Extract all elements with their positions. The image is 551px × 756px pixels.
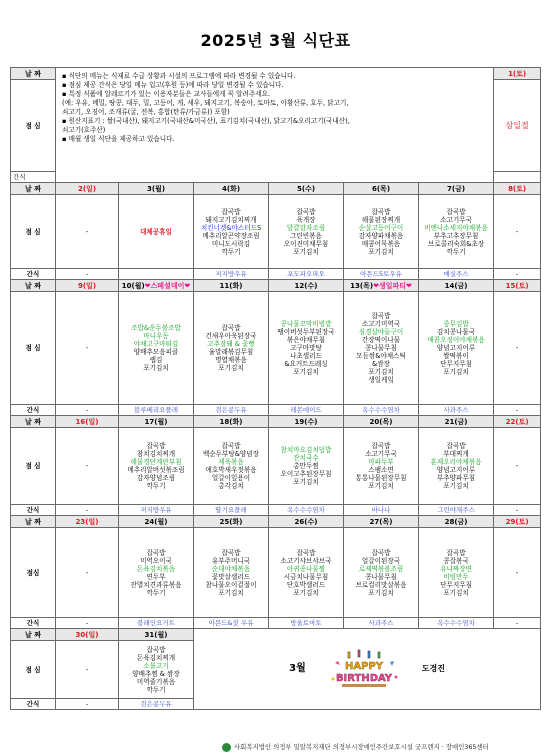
organization-logo-icon (222, 743, 231, 752)
snack-cell: 딸기요플레 (194, 505, 269, 516)
meal-item: 포기김치 (368, 588, 394, 597)
snack-label: 간식 (11, 172, 56, 183)
meal-item: 깍두기 (146, 482, 166, 490)
meal-item: 돈육김치볶음 (136, 564, 176, 573)
meal-item: 콩잡볶국 (443, 556, 469, 565)
meal-cell (344, 292, 419, 405)
notice-line: 쇠고기, 오징어, 조개류(굴, 전복, 홍합(탄류/가금류)) 포함) (62, 108, 230, 116)
meal-item: 비엔나소세지야채볶음 (424, 223, 488, 232)
meal-item: 소고기샤브샤브국 (280, 556, 332, 565)
meal-item: 간장떡이나물 (361, 336, 401, 344)
meal-item: 랩김 (149, 356, 163, 364)
date-cell: 3(월) (119, 183, 194, 195)
meal-cell: - (56, 641, 119, 699)
meal-item: 시금치나물무침 (283, 572, 329, 581)
date-cell: 19(수) (269, 416, 344, 428)
meal-item: 잡곡밥 (146, 548, 166, 557)
meal-cell: - (56, 528, 119, 618)
meal-cell (344, 195, 419, 269)
date-text: 13(목) (350, 281, 374, 290)
date-cell: 24(월) (119, 516, 194, 528)
notice-line: ▪ 특정 식품에 알레르기가 있는 이용자분들은 교사들에게 꼭 알려주세요. (62, 90, 271, 98)
meal-item: 포기김치 (443, 482, 469, 490)
meal-cell (269, 528, 344, 618)
birthday-happy-text: HAPPY (344, 661, 383, 672)
meal-item: 미역오이국 (140, 556, 172, 565)
date-cell: 12(수) (269, 280, 344, 292)
meal-item: 땡이버섯두부된장국 (277, 328, 335, 336)
meal-item: 김치콩나물국 (436, 328, 476, 336)
meal-item: 조밥&운두볼조밥 (131, 324, 181, 332)
meal-item: 포기김치 (293, 247, 319, 256)
meal-cell (119, 641, 194, 699)
meal-item: 양배추모음피클 (133, 348, 179, 356)
meal-item: 나초샐러드 (290, 352, 322, 360)
snack-label: 간식 (11, 405, 56, 416)
notice-line: (예: 우유, 메밀, 땅콩, 대두, 밀, 고등어, 게, 새우, 돼지고기, 복숭아, 토마토, 아황산류, 호두, 닭고기, (62, 99, 349, 107)
meal-item: 로제떡볶볼조림 (358, 564, 404, 573)
meal-item: 소고기무국 (440, 215, 472, 224)
menu-table (10, 67, 541, 710)
meal-item: 볶은야채무침 (286, 336, 326, 344)
meal-item: 소고기무국 (365, 450, 397, 458)
meal-item: 총각김치 (218, 482, 244, 490)
date-cell: 31(월) (119, 629, 194, 641)
meal-item: 잡곡밥 (221, 324, 241, 332)
birthday-cake-icon (328, 649, 400, 689)
snack-cell: - (494, 505, 541, 516)
meal-cell: - (56, 292, 119, 405)
snack-cell: 옥수수수염차 (269, 505, 344, 516)
snack-cell: - (494, 405, 541, 416)
meal-cell (194, 292, 269, 405)
birthday-name: 도경진 (421, 664, 445, 673)
notice-box (56, 68, 494, 183)
snack-cell: - (56, 618, 119, 629)
snack-cell: - (56, 405, 119, 416)
meal-item: 포기김치 (218, 588, 244, 597)
meal-item: 달걀감자조림 (286, 223, 326, 232)
meal-item: 브로컬리맛살볶음 (355, 580, 407, 589)
date-cell: 25(화) (194, 516, 269, 528)
meal-item: 포기김치 (218, 364, 244, 372)
meal-item: 해물된장찌개 (361, 215, 401, 224)
meal-item: 단무지무침 (440, 360, 472, 368)
date-cell: 2(일) (56, 183, 119, 195)
meal-item: 감자양념조림 (136, 474, 176, 482)
meal-item: 잡곡밥 (371, 312, 391, 320)
snack-cell: 사과주스 (419, 405, 494, 416)
snack-cell: 포도파오파오 (269, 269, 344, 280)
date-cell: 15(토) (494, 280, 541, 292)
meal-item: 단호박샐러드 (286, 580, 326, 589)
meal-item: 잔멸치견과류볶음 (130, 580, 182, 589)
snack-label: 간식 (11, 699, 56, 710)
meal-item: 명엽채볶음 (215, 356, 247, 364)
meal-item: 순대야채볶음 (211, 564, 251, 573)
notice-line: ▪ 식단의 메뉴는 식재료 수급 상황과 시설의 프로그램에 따라 변경될 수 있습니다. (62, 72, 296, 80)
date-cell: 14(금) (419, 280, 494, 292)
date-text: 10(월) (121, 281, 145, 290)
date-label: 날 짜 (11, 416, 56, 428)
holiday-cell: 삼일절 (494, 80, 541, 172)
meal-item: 잡곡밥 (446, 207, 466, 216)
meal-item: 심경살야들구이 (358, 328, 404, 336)
meal-item: 양념고지어루 (436, 344, 476, 352)
meal-item: 아귀종나물찜 (286, 564, 326, 573)
date-label: 날 짜 (11, 280, 56, 292)
meal-item: 콩나물꼬막비빔밥 (280, 320, 332, 328)
snack-cell: 그린야채주스 (419, 505, 494, 516)
snack-cell: 옥수수수염차 (344, 405, 419, 416)
page-title: 2025년 3월 식단표 (200, 31, 351, 50)
date-cell: 18(화) (194, 416, 269, 428)
meal-item: 잡곡밥 (446, 442, 466, 450)
meal-cell (194, 428, 269, 505)
date-cell: 6(목) (344, 183, 419, 195)
meal-item: 감자양파채볶음 (358, 231, 404, 240)
date-cell: 27(목) (344, 516, 419, 528)
meal-label: 점 심 (11, 195, 56, 269)
meal-item: 포기김치 (293, 478, 319, 486)
meal-item: 백순두부탕&양념장 (202, 450, 260, 458)
meal-label: 점 심 (11, 292, 56, 405)
meal-cell (419, 195, 494, 269)
meal-item: 미니도시락김 (211, 239, 251, 248)
meal-item: 소고기미역국 (361, 320, 401, 328)
meal-item: 매콤어묵볶음 (361, 239, 401, 248)
meal-item: 잡곡밥 (296, 207, 316, 216)
meal-item: 얼갈이된장국 (361, 556, 401, 565)
meal-item: 얼갈이잎용이 (211, 474, 251, 482)
meal-item: 포기김치 (368, 482, 394, 490)
snack-cell: - (56, 699, 119, 710)
date-cell: 23(일) (56, 516, 119, 528)
meal-item: 잡곡밥 (296, 548, 316, 557)
meal-item: 브로콜리숙회&초장 (427, 239, 485, 248)
meal-item: 잡곡밥 (371, 207, 391, 216)
meal-item: 메추리알곤약장조림 (202, 231, 260, 240)
meal-cell: - (56, 195, 119, 269)
date-cell: 17(월) (119, 416, 194, 428)
meal-item: 포기김치 (293, 368, 319, 376)
meal-item: 중무김밥 (443, 320, 469, 328)
meal-item: 비빔만두 (443, 572, 469, 581)
date-label: 날 짜 (11, 183, 56, 195)
meal-cell (344, 528, 419, 618)
meal-item: 잡곡밥 (371, 548, 391, 557)
meal-item: 메추리알버섯볶조림 (127, 466, 185, 474)
meal-item: 쌀떡볶이 (443, 352, 469, 360)
meal-label: 점 심 (11, 641, 56, 699)
meal-item: 유니짜장면 (440, 564, 472, 573)
meal-item: 깍두기 (146, 588, 166, 597)
snack-cell: 저지방우유 (119, 505, 194, 516)
meal-item: 훈제오리야채볶음 (430, 458, 482, 466)
meal-cell: - (494, 528, 541, 618)
date-cell: 9(일) (56, 280, 119, 292)
meal-item: 깍두기 (146, 685, 166, 694)
date-cell: 4(화) (194, 183, 269, 195)
date-cell: 29(토) (494, 516, 541, 528)
meal-item: 잡곡밥 (146, 645, 166, 654)
notice-line: ▪ 원산지표기 : 쌀(국내산), 돼지고기(국내산&미국산), 표기김치(국내산), 닭고기&오리고기(국내산), (62, 117, 350, 125)
notice-line: 쇠고기(호주산) (62, 126, 106, 134)
snack-cell: - (494, 269, 541, 280)
event-tag: ❤생일파티❤ (373, 281, 412, 290)
meal-item: 매콤오징어야채볶음 (427, 336, 485, 344)
date-cell: 30(일) (56, 629, 119, 641)
meal-item: 잡곡밥 (221, 207, 241, 216)
meal-cell (269, 428, 344, 505)
birthday-birthday-text: BIRTHDAY (335, 673, 392, 684)
meal-item: &요거트드레싱 (284, 360, 328, 368)
date-cell: 7(금) (419, 183, 494, 195)
meal-item: 고추장돼 & 꽃빵 (207, 340, 255, 348)
meal-item: 모듬쌈&야채스틱 (356, 352, 406, 360)
meal-cell (419, 528, 494, 618)
snack-cell: 저지방우유 (194, 269, 269, 280)
date-cell: 8(토) (494, 183, 541, 195)
snack-cell: 바나나 (344, 505, 419, 516)
meal-item: 꽃맛살샐러드 (211, 572, 251, 581)
snack-cell (119, 269, 194, 280)
meal-item: 애호박새우젓볶음 (205, 466, 257, 474)
meal-item: 깍두기 (221, 247, 241, 256)
meal-cell: 대체공휴일 (119, 195, 194, 269)
meal-item: 통통나물된장무침 (355, 474, 407, 482)
snack-cell: 아몬드5토우유 (344, 269, 419, 280)
snack-label: 간식 (11, 269, 56, 280)
meal-item: 부추고추장무침 (433, 231, 479, 240)
notice-line: ▪ 점심 제공 간식은 당일 메뉴 입고(후원 등)에 따라 당일 변경될 수 있습니다. (62, 81, 284, 89)
meal-item: 제육볶음 (218, 458, 244, 466)
meal-cell: - (56, 428, 119, 505)
date-label: 날 짜 (11, 516, 56, 528)
meal-item: 해물경단계란부침 (130, 458, 182, 466)
notice-line: ▪ 매월 생일 식단을 제공하고 있습니다. (62, 135, 175, 143)
birthday-box (194, 629, 541, 710)
meal-cell: - (494, 195, 541, 269)
meal-item: 유부주머니국 (211, 556, 251, 565)
meal-item: 마니우동 (143, 332, 169, 340)
date-cell (344, 280, 419, 292)
meal-item: 콩나물무침 (365, 344, 397, 352)
snack-cell: 레몬에이드 (269, 405, 344, 416)
meal-item: &쌈장 (372, 360, 390, 368)
meal-item: 잔치국수 (293, 454, 319, 462)
meal-item: 양념고지어루 (436, 466, 476, 474)
meal-item: 부추양파무침 (436, 474, 476, 482)
date-cell: 28(금) (419, 516, 494, 528)
meal-item: 참치마요김치덮밥 (280, 446, 332, 454)
meal-item: 포기김치 (143, 364, 169, 372)
meal-item: 포기김치 (443, 368, 469, 376)
meal-item: 양배추찜 & 쌈장 (132, 669, 180, 678)
meal-item: 치킨너겟&야스터드S (200, 223, 262, 232)
snack-cell: 블루베리요플레 (119, 405, 194, 416)
snack-cell: - (494, 618, 541, 629)
meal-cell (119, 292, 194, 405)
date-cell: 11(화) (194, 280, 269, 292)
meal-label: 점 심 (11, 428, 56, 505)
snack-cell: 사과주스 (344, 618, 419, 629)
date-cell: 16(일) (56, 416, 119, 428)
meal-item: 연두부 (146, 572, 166, 581)
meal-cell (119, 428, 194, 505)
date-cell: 1(토) (494, 68, 541, 80)
meal-item: 소불고기 (143, 661, 169, 670)
birthday-month: 3월 (289, 663, 306, 674)
meal-cell (269, 195, 344, 269)
meal-cell (119, 528, 194, 618)
snack-cell (494, 172, 541, 183)
meal-item: 총만두찜 (293, 462, 319, 470)
meal-item: 율말래볶김무침 (208, 348, 254, 356)
meal-item: 돼지고기김치찌개 (205, 215, 257, 224)
meal-item: 포기김치 (368, 368, 394, 376)
footer (222, 742, 489, 752)
meal-item: 포기김치 (368, 247, 394, 256)
snack-cell: - (56, 505, 119, 516)
meal-cell (194, 195, 269, 269)
meal-item: 생일케잌 (368, 376, 394, 384)
meal-item: 콩나물무침 (365, 572, 397, 581)
meal-item: 포기김치 (443, 588, 469, 597)
meal-cell (419, 428, 494, 505)
birthday-graphic (328, 649, 400, 689)
date-label: 날 짜 (11, 629, 56, 641)
meal-item: 잡곡밥 (146, 442, 166, 450)
date-cell: 21(금) (419, 416, 494, 428)
meal-item: 그린빈볶음 (290, 231, 322, 240)
meal-item: 잡곡밥 (446, 548, 466, 557)
meal-item: 오이진미채무침 (283, 239, 329, 248)
date-label: 날 짜 (11, 68, 56, 80)
meal-item: 건새우아욱된장국 (205, 332, 257, 340)
meal-item: 참나물오이겉절이 (205, 580, 257, 589)
date-cell: 20(목) (344, 416, 419, 428)
meal-item: 깍두기 (446, 247, 466, 256)
meal-item: 잡곡밥 (221, 548, 241, 557)
snack-cell: - (56, 269, 119, 280)
meal-item: 잡곡밥 (221, 442, 241, 450)
date-cell (119, 280, 194, 292)
snack-cell: 검은콩두유 (194, 405, 269, 416)
meal-item: 잡곡밥 (371, 442, 391, 450)
meal-item: 단무지무침 (440, 580, 472, 589)
meal-item: 순살고등어구이 (358, 223, 404, 232)
meal-item: 스팸소면 (368, 466, 394, 474)
meal-label: 점심 (11, 528, 56, 618)
date-cell: 22(토) (494, 416, 541, 428)
meal-label: 점 심 (11, 80, 56, 172)
meal-cell (344, 428, 419, 505)
meal-cell (419, 292, 494, 405)
snack-cell: 블래인요거트 (119, 618, 194, 629)
date-cell: 26(수) (269, 516, 344, 528)
meal-item: 육개장 (296, 215, 316, 224)
snack-cell: 검은콩두유 (119, 699, 194, 710)
meal-cell (194, 528, 269, 618)
snack-cell: 방울토마토 (269, 618, 344, 629)
meal-item: 돈육김치찌개 (136, 653, 176, 662)
meal-item: 오이고추된장무침 (280, 470, 332, 478)
snack-cell: 아몬드&잣 우유 (194, 618, 269, 629)
snack-cell: 옥수수수염차 (419, 618, 494, 629)
meal-item: 부대찌개 (443, 450, 469, 458)
footer-text: 사회복지법인 의정부 밀알복지재단 의정부시장애인주간보호시설 굿프렌지 · 장애인365센터 (234, 743, 489, 751)
snack-label: 간식 (11, 618, 56, 629)
snack-label: 간식 (11, 505, 56, 516)
meal-item: 야채고구마튀김 (133, 340, 179, 348)
meal-item: 참치김치찌개 (136, 450, 176, 458)
meal-item: 미역줄기볶음 (136, 677, 176, 686)
meal-cell: - (494, 292, 541, 405)
meal-item: 포기김치 (293, 588, 319, 597)
meal-item: 고구마맛탕 (290, 344, 322, 352)
event-tag: ❤스페셜데이❤ (144, 281, 191, 290)
meal-item: 마파두부 (368, 458, 394, 466)
meal-cell: - (494, 428, 541, 505)
date-cell: 5(수) (269, 183, 344, 195)
snack-cell: 매실주스 (419, 269, 494, 280)
meal-cell (269, 292, 344, 405)
